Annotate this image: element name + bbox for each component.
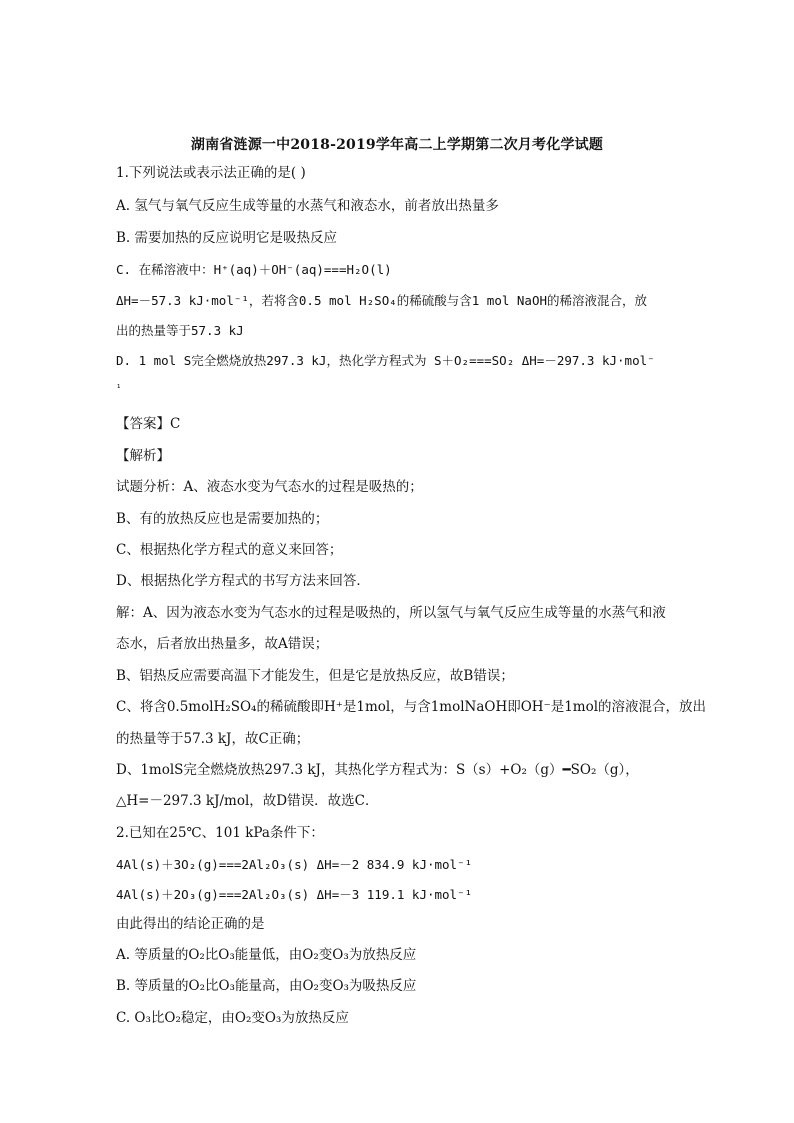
question-2-stem: 2.已知在25℃、101 kPa条件下：	[116, 825, 324, 841]
solution-line: C、将含0.5molH₂SO₄的稀硫酸即H⁺是1mol，与含1molNaOH即OH⁻是1mol的溶液混合，放出	[116, 699, 707, 715]
question-2-option-a: A. 等质量的O₂比O₃能量低，由O₂变O₃为放热反应	[116, 947, 417, 963]
solution-line: 的热量等于57.3 kJ，故C正确；	[116, 731, 310, 747]
solution-line: D、1molS完全燃烧放热297.3 kJ，其热化学方程式为：S（s）+O₂（g）━SO₂（g），	[116, 762, 639, 778]
analysis-line: D、根据热化学方程式的书写方法来回答．	[116, 573, 370, 589]
question-1-option-c-cont: ΔH=－57.3 kJ·mol⁻¹，若将含0.5 mol H₂SO₄的稀硫酸与含1 mol NaOH的稀溶液混合，放	[116, 293, 648, 308]
question-1-option-d: D. 1 mol S完全燃烧放热297.3 kJ，热化学方程式为 S＋O₂===SO₂ ΔH=－297.3 kJ·mol⁻	[116, 353, 655, 368]
page-title: 湖南省涟源一中2018-2019学年高二上学期第二次月考化学试题	[190, 137, 604, 153]
analysis-line: 试题分析：A、液态水变为气态水的过程是吸热的；	[116, 479, 423, 495]
question-2-prompt: 由此得出的结论正确的是	[116, 916, 265, 932]
solution-line: 态水，后者放出热量多，故A错误；	[116, 636, 329, 652]
solution-line: △H=－297.3 kJ/mol，故D错误．故选C．	[116, 793, 379, 809]
question-1-option-c: C. 在稀溶液中：H⁺(aq)＋OH⁻(aq)===H₂O(l)	[116, 262, 392, 277]
question-1-option-b: B. 需要加热的反应说明它是吸热反应	[116, 230, 338, 246]
question-2-option-b: B. 等质量的O₂比O₃能量高，由O₂变O₃为吸热反应	[116, 978, 417, 994]
analysis-label: 【解析】	[116, 448, 170, 464]
question-1-option-d-cont: ¹	[116, 384, 122, 394]
analysis-line: C、根据热化学方程式的意义来回答；	[116, 542, 343, 558]
solution-line: B、铝热反应需要高温下才能发生，但是它是放热反应，故B错误；	[116, 668, 514, 684]
question-2-option-c: C. O₃比O₂稳定，由O₂变O₃为放热反应	[116, 1010, 349, 1026]
question-1-option-a: A. 氢气与氧气反应生成等量的水蒸气和液态水，前者放出热量多	[116, 198, 499, 214]
answer-label: 【答案】C	[116, 416, 181, 432]
question-1-stem: 1.下列说法或表示法正确的是( )	[116, 165, 306, 181]
question-2-equation-1: 4Al(s)＋3O₂(g)===2Al₂O₃(s) ΔH=－2 834.9 kJ·mol⁻¹	[116, 857, 473, 872]
solution-line: 解：A、因为液态水变为气态水的过程是吸热的，所以氢气与氧气反应生成等量的水蒸气和液	[116, 605, 666, 621]
question-1-option-c-cont2: 出的热量等于57.3 kJ	[116, 323, 244, 338]
question-2-equation-2: 4Al(s)＋2O₃(g)===2Al₂O₃(s) ΔH=－3 119.1 kJ·mol⁻¹	[116, 887, 473, 902]
analysis-line: B、有的放热反应也是需要加热的；	[116, 511, 329, 527]
